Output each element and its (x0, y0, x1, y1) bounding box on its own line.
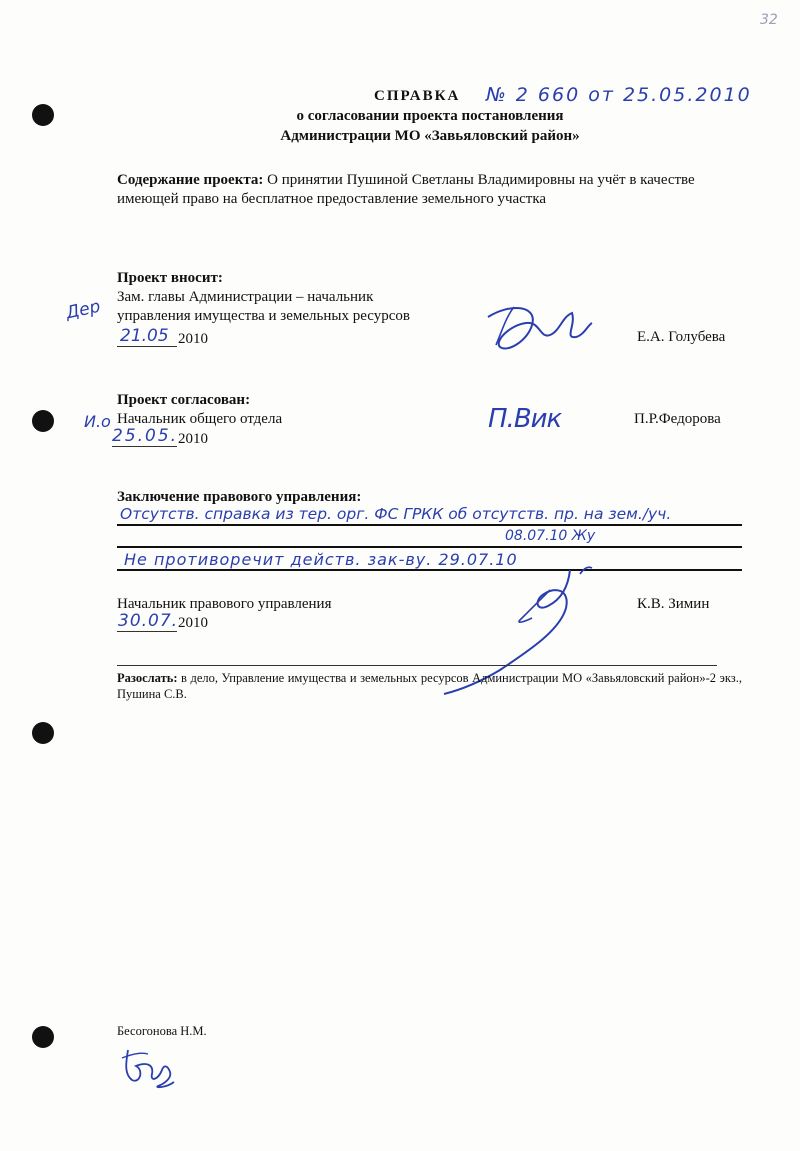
approval-position: Начальник общего отдела (117, 411, 283, 427)
submitter-label: Проект вносит: (117, 270, 223, 286)
date-underline (112, 446, 177, 447)
legal-year: 2010 (178, 615, 208, 631)
submitter-position-2: управления имущества и земельных ресурсов (117, 308, 410, 324)
distribution-block (117, 670, 742, 702)
project-content-text: О принятии Пушиной Светланы Владимировны на учёт в качестве (267, 172, 695, 188)
handwritten-number: № 2 660 от 25.05.2010 (486, 84, 752, 106)
document-subtitle: о согласовании проекта постановления (296, 108, 564, 124)
document-subtitle-org: Администрации МО «Завьяловский район» (280, 128, 580, 144)
submitter-name: Е.А. Голубева (637, 329, 726, 345)
submitter-year: 2010 (178, 331, 208, 347)
date-underline (117, 346, 177, 347)
legal-date-handwritten: 30.07. (118, 611, 179, 631)
submitter-date-handwritten: 21.05 (120, 326, 169, 346)
binder-hole (32, 410, 54, 432)
submitter-margin-note: Дер (64, 296, 103, 324)
submitter-signature (480, 295, 600, 365)
distribution-text: в дело, Управление имущества и земельных ресурсов Администрации МО «Завьяловский район»-2 экз., Пушина С.В. (117, 671, 742, 701)
legal-conclusion-line1: Отсутств. справка из тер. орг. ФС ГРКК об отсутств. пр. на зем./уч. (120, 505, 672, 523)
project-content-text-2: имеющей право на бесплатное предоставление земельного участка (117, 191, 547, 207)
binder-hole (32, 1026, 54, 1048)
distribution-label: Разослать: (117, 671, 178, 685)
legal-conclusion-line2: Не противоречит действ. зак-ву. 29.07.10 (124, 550, 518, 569)
date-underline (117, 631, 177, 632)
legal-position: Начальник правового управления (117, 596, 332, 612)
submitter-position: Зам. главы Администрации – начальник (117, 289, 374, 305)
distribution-rule (117, 665, 717, 666)
binder-hole (32, 722, 54, 744)
legal-line-rule (117, 524, 742, 526)
approval-year: 2010 (178, 431, 208, 447)
project-content-label: Содержание проекта: (117, 172, 264, 188)
approval-label: Проект согласован: (117, 392, 251, 408)
page-number-mark: 32 (760, 12, 778, 28)
project-content (117, 171, 757, 190)
approval-margin-note: И.о (84, 412, 111, 431)
legal-conclusion-date: 08.07.10 Жу (505, 528, 596, 544)
legal-label: Заключение правового управления: (117, 489, 362, 505)
document-title: СПРАВКА (374, 88, 461, 104)
executor-signature (118, 1040, 188, 1090)
legal-line-rule (117, 546, 742, 548)
approval-name: П.Р.Федорова (634, 411, 721, 427)
binder-hole (32, 104, 54, 126)
legal-name: К.В. Зимин (637, 596, 710, 612)
approval-date-handwritten: 25.05. (112, 426, 179, 446)
executor-name: Бесогонова Н.М. (117, 1024, 207, 1038)
approval-signature: П.Вик (488, 404, 562, 434)
